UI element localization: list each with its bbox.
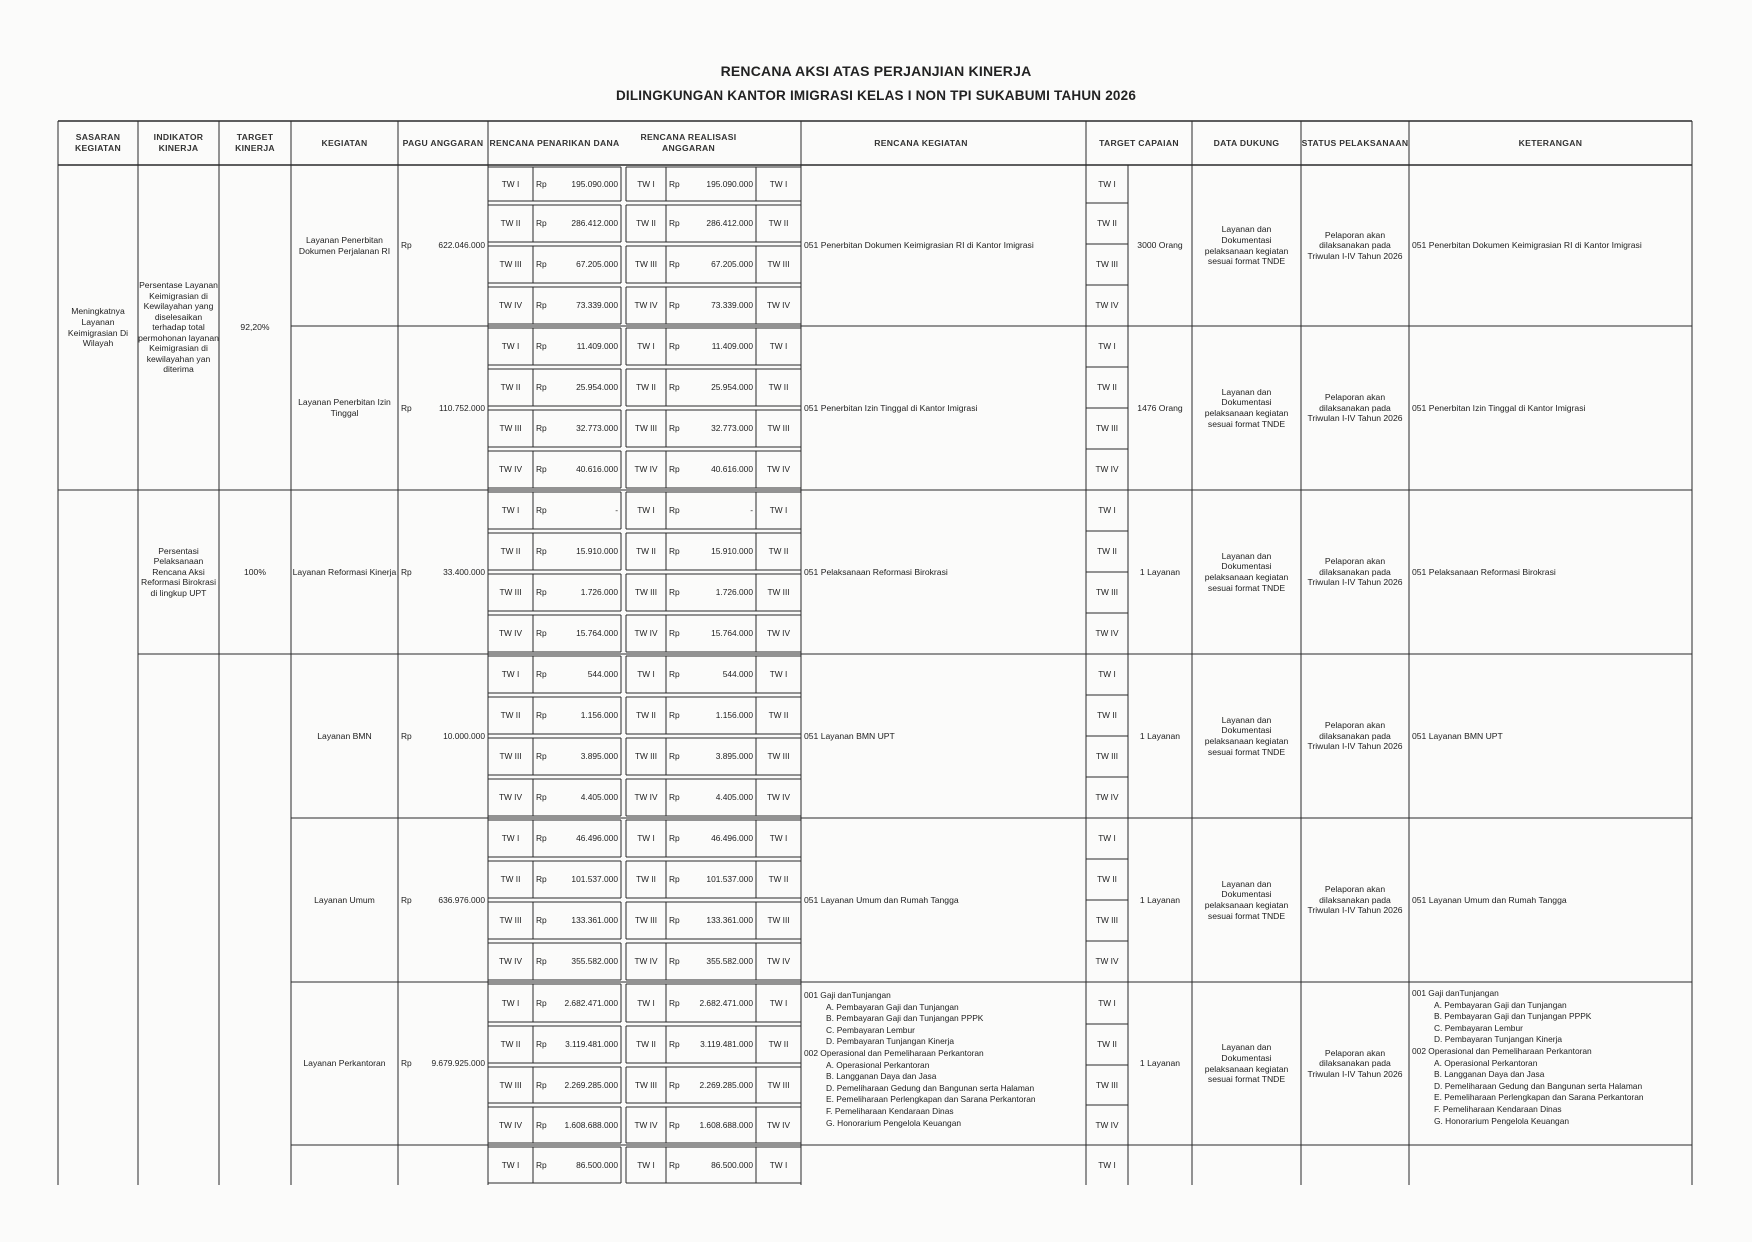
rp-label: Rp bbox=[536, 341, 547, 352]
penarikan-amount: 40.616.000 bbox=[576, 464, 618, 475]
status-text: Pelaporan akan dilaksanakan pada Triwulan I-IV Tahun 2026 bbox=[1307, 556, 1403, 588]
kegiatan-name: Layanan Perkantoran bbox=[303, 1058, 386, 1069]
rp-label: Rp bbox=[669, 505, 680, 516]
target-quarter-label: TW II bbox=[1097, 710, 1117, 721]
penarikan-amount: 2.682.471.000 bbox=[564, 997, 618, 1008]
penarikan-amount: 67.205.000 bbox=[576, 259, 618, 270]
rp-label: Rp bbox=[669, 751, 680, 762]
rp-label: Rp bbox=[669, 178, 680, 189]
target-quarter-label: TW IV bbox=[1095, 300, 1119, 311]
rp-label: Rp bbox=[669, 464, 680, 475]
kegiatan-name: Layanan Umum bbox=[314, 894, 375, 905]
quarter-label: TW IV bbox=[766, 300, 791, 311]
rencana-kegiatan-text: 051 Pelaksanaan Reformasi Birokrasi bbox=[804, 566, 948, 577]
keterangan-text: 051 Pelaksanaan Reformasi Birokrasi bbox=[1412, 566, 1556, 577]
quarter-label: TW I bbox=[637, 505, 655, 516]
realisasi-amount: 544.000 bbox=[722, 669, 753, 680]
quarter-label: TW III bbox=[634, 587, 658, 598]
pagu-rp-label: Rp bbox=[401, 1058, 412, 1069]
target-quarter-label: TW II bbox=[1097, 874, 1117, 885]
penarikan-amount: 32.773.000 bbox=[576, 423, 618, 434]
rencana-perkantoran-item: D. Pembayaran Tunjangan Kinerja bbox=[826, 1036, 955, 1047]
target-quarter-label: TW II bbox=[1097, 382, 1117, 393]
header-status: STATUS PELAKSANAAN bbox=[1301, 137, 1409, 148]
quarter-label: TW II bbox=[500, 382, 521, 393]
target-quarter-label: TW I bbox=[1098, 997, 1116, 1008]
pagu-rp-label: Rp bbox=[401, 730, 412, 741]
rp-label: Rp bbox=[669, 628, 680, 639]
rencana-perkantoran-item: E. Pemeliharaan Perlengkapan dan Sarana Perkantoran bbox=[826, 1094, 1036, 1105]
pagu-rp-label: Rp bbox=[401, 894, 412, 905]
quarter-label: TW III bbox=[767, 915, 790, 926]
quarter-label: TW III bbox=[499, 259, 522, 270]
rp-label: Rp bbox=[669, 1119, 680, 1130]
penarikan-amount: 3.119.481.000 bbox=[565, 1039, 618, 1050]
target-quarter-label: TW IV bbox=[1095, 956, 1119, 967]
penarikan-amount: 25.954.000 bbox=[576, 382, 618, 393]
quarter-label: TW I bbox=[637, 1159, 655, 1170]
quarter-label: TW I bbox=[637, 833, 655, 844]
header-target-capaian: TARGET CAPAIAN bbox=[1099, 137, 1179, 148]
rp-label: Rp bbox=[669, 874, 680, 885]
rp-label: Rp bbox=[669, 423, 680, 434]
quarter-label: TW IV bbox=[766, 464, 791, 475]
quarter-label: TW III bbox=[634, 423, 658, 434]
realisasi-amount: 286.412.000 bbox=[706, 218, 753, 229]
header-penarikan: RENCANA PENARIKAN DANA bbox=[489, 137, 620, 148]
keterangan-perkantoran-item: E. Pemeliharaan Perlengkapan dan Sarana Perkantoran bbox=[1434, 1092, 1644, 1103]
quarter-label: TW III bbox=[634, 915, 658, 926]
rp-label: Rp bbox=[669, 915, 680, 926]
rp-label: Rp bbox=[536, 464, 547, 475]
quarter-label: TW I bbox=[501, 505, 520, 516]
rp-label: Rp bbox=[669, 792, 680, 803]
realisasi-amount: 3.895.000 bbox=[715, 751, 753, 762]
document-subtitle: DILINGKUNGAN KANTOR IMIGRASI KELAS I NON TPI SUKABUMI TAHUN 2026 bbox=[615, 88, 1137, 103]
rp-label: Rp bbox=[669, 587, 680, 598]
keterangan-perkantoran-item: B. Langganan Daya dan Jasa bbox=[1434, 1069, 1545, 1080]
penarikan-amount: 195.090.000 bbox=[571, 178, 618, 189]
quarter-label: TW IV bbox=[498, 956, 523, 967]
quarter-label: TW III bbox=[499, 587, 522, 598]
pagu-amount: 10.000.000 bbox=[443, 730, 485, 741]
kegiatan-name: Layanan BMN bbox=[317, 730, 372, 741]
rp-label: Rp bbox=[536, 628, 547, 639]
kegiatan-name: Layanan Penerbitan Dokumen Perjalanan RI bbox=[298, 234, 391, 256]
quarter-label: TW III bbox=[767, 587, 790, 598]
keterangan-text: 051 Penerbitan Izin Tinggal di Kantor Imigrasi bbox=[1412, 402, 1586, 413]
keterangan-text: 051 Penerbitan Dokumen Keimigrasian RI di Kantor Imigrasi bbox=[1412, 240, 1642, 251]
target-quarter-label: TW IV bbox=[1095, 1119, 1119, 1130]
status-text: Pelaporan akan dilaksanakan pada Triwulan I-IV Tahun 2026 bbox=[1307, 720, 1403, 752]
rp-label: Rp bbox=[536, 751, 547, 762]
quarter-label: TW I bbox=[501, 833, 520, 844]
target-quarter-label: TW III bbox=[1095, 587, 1119, 598]
target-quarter-label: TW II bbox=[1097, 546, 1117, 557]
rp-label: Rp bbox=[536, 956, 547, 967]
realisasi-amount: 101.537.000 bbox=[706, 874, 753, 885]
data-dukung-text: Layanan dan Dokumentasi pelaksanaan kegiatan sesuai format TNDE bbox=[1204, 1042, 1289, 1085]
pagu-amount: 622.046.000 bbox=[438, 240, 485, 251]
penarikan-amount: 15.764.000 bbox=[576, 628, 618, 639]
rp-label: Rp bbox=[536, 546, 547, 557]
quarter-label: TW I bbox=[769, 1159, 788, 1170]
realisasi-amount: 2.269.285.000 bbox=[699, 1079, 753, 1090]
realisasi-amount: 3.119.481.000 bbox=[700, 1039, 753, 1050]
data-dukung-text: Layanan dan Dokumentasi pelaksanaan kegiatan sesuai format TNDE bbox=[1204, 878, 1289, 921]
realisasi-amount: 25.954.000 bbox=[711, 382, 753, 393]
realisasi-amount: 133.361.000 bbox=[706, 915, 753, 926]
quarter-label: TW I bbox=[769, 997, 788, 1008]
rp-label: Rp bbox=[669, 341, 680, 352]
keterangan-perkantoran-item: A. Pembayaran Gaji dan Tunjangan bbox=[1434, 999, 1567, 1010]
rencana-perkantoran-item: 002 Operasional dan Pemeliharaan Perkantoran bbox=[804, 1048, 984, 1058]
rp-label: Rp bbox=[536, 1039, 547, 1050]
rp-label: Rp bbox=[669, 218, 680, 229]
penarikan-amount: 46.496.000 bbox=[576, 833, 618, 844]
target-quarter-label: TW I bbox=[1098, 1159, 1116, 1170]
quarter-label: TW IV bbox=[766, 792, 791, 803]
penarikan-amount: 11.409.000 bbox=[576, 341, 618, 352]
keterangan-text: 051 Layanan Umum dan Rumah Tangga bbox=[1412, 894, 1567, 905]
quarter-label: TW IV bbox=[634, 628, 658, 639]
realisasi-amount: 15.910.000 bbox=[711, 546, 753, 557]
penarikan-amount: 355.582.000 bbox=[571, 956, 618, 967]
target-quarter-label: TW III bbox=[1095, 259, 1119, 270]
quarter-label: TW III bbox=[634, 1079, 658, 1090]
target-quarter-label: TW III bbox=[1095, 751, 1119, 762]
quarter-label: TW III bbox=[499, 915, 522, 926]
keterangan-perkantoran-item: A. Operasional Perkantoran bbox=[1434, 1057, 1538, 1068]
quarter-label: TW I bbox=[769, 833, 788, 844]
rp-label: Rp bbox=[669, 546, 680, 557]
quarter-label: TW I bbox=[769, 341, 788, 352]
quarter-label: TW III bbox=[499, 751, 522, 762]
quarter-label: TW III bbox=[767, 1079, 790, 1090]
realisasi-amount: 86.500.000 bbox=[711, 1159, 753, 1170]
penarikan-amount: 2.269.285.000 bbox=[564, 1079, 618, 1090]
quarter-label: TW II bbox=[768, 546, 789, 557]
keterangan-perkantoran-item: C. Pembayaran Lembur bbox=[1434, 1022, 1523, 1033]
rp-label: Rp bbox=[536, 423, 547, 434]
target-quarter-label: TW I bbox=[1098, 669, 1116, 680]
target-kinerja-cell: 100% bbox=[244, 566, 266, 577]
rp-label: Rp bbox=[536, 915, 547, 926]
rp-label: Rp bbox=[536, 382, 547, 393]
rp-label: Rp bbox=[669, 669, 680, 680]
header-kegiatan: KEGIATAN bbox=[321, 137, 368, 148]
target-quarter-label: TW I bbox=[1098, 505, 1116, 516]
keterangan-perkantoran-item: D. Pembayaran Tunjangan Kinerja bbox=[1434, 1034, 1563, 1045]
quarter-label: TW II bbox=[768, 1039, 789, 1050]
quarter-label: TW IV bbox=[498, 1119, 523, 1130]
quarter-label: TW IV bbox=[634, 792, 658, 803]
quarter-label: TW I bbox=[769, 669, 788, 680]
rencana-kegiatan-text: 051 Penerbitan Izin Tinggal di Kantor Imigrasi bbox=[804, 402, 978, 413]
quarter-label: TW I bbox=[637, 341, 655, 352]
pagu-amount: 110.752.000 bbox=[439, 402, 485, 413]
quarter-label: TW I bbox=[769, 178, 788, 189]
rp-label: Rp bbox=[536, 792, 547, 803]
quarter-label: TW IV bbox=[634, 300, 658, 311]
rp-label: Rp bbox=[536, 669, 547, 680]
quarter-label: TW II bbox=[768, 218, 789, 229]
data-dukung-text: Layanan dan Dokumentasi pelaksanaan kegiatan sesuai format TNDE bbox=[1204, 386, 1289, 429]
quarter-label: TW III bbox=[634, 259, 658, 270]
rp-label: Rp bbox=[536, 710, 547, 721]
status-text: Pelaporan akan dilaksanakan pada Triwulan I-IV Tahun 2026 bbox=[1307, 229, 1403, 261]
target-quarter-label: TW II bbox=[1097, 1039, 1117, 1050]
quarter-label: TW IV bbox=[498, 628, 523, 639]
rp-label: Rp bbox=[536, 300, 547, 311]
rencana-kegiatan-text: 051 Layanan Umum dan Rumah Tangga bbox=[804, 894, 959, 905]
target-quarter-label: TW III bbox=[1095, 1079, 1119, 1090]
target-quarter-label: TW I bbox=[1098, 833, 1116, 844]
quarter-label: TW II bbox=[768, 874, 789, 885]
rencana-perkantoran-item: F. Pemeliharaan Kendaraan Dinas bbox=[826, 1106, 954, 1116]
rencana-perkantoran-item: G. Honorarium Pengelola Keuangan bbox=[826, 1117, 962, 1128]
quarter-label: TW IV bbox=[498, 300, 523, 311]
target-quarter-label: TW IV bbox=[1095, 792, 1119, 803]
penarikan-amount: 1.156.000 bbox=[580, 710, 618, 721]
header-keterangan: KETERANGAN bbox=[1518, 137, 1583, 148]
rp-label: Rp bbox=[536, 874, 547, 885]
target-quarter-label: TW I bbox=[1098, 341, 1116, 352]
quarter-label: TW III bbox=[499, 423, 522, 434]
rencana-perkantoran-item: A. Pembayaran Gaji dan Tunjangan bbox=[826, 1001, 959, 1012]
rp-label: Rp bbox=[669, 956, 680, 967]
quarter-label: TW II bbox=[768, 382, 789, 393]
header-data-dukung: DATA DUKUNG bbox=[1213, 137, 1280, 148]
quarter-label: TW IV bbox=[634, 956, 658, 967]
rp-label: Rp bbox=[536, 259, 547, 270]
pagu-amount: 33.400.000 bbox=[443, 566, 485, 577]
target-capaian-value: 1 Layanan bbox=[1139, 1058, 1181, 1069]
realisasi-amount: 67.205.000 bbox=[711, 259, 753, 270]
quarter-label: TW IV bbox=[634, 1119, 658, 1130]
pagu-amount: 636.976.000 bbox=[438, 894, 485, 905]
rencana-perkantoran-item: D. Pemeliharaan Gedung dan Bangunan serta Halaman bbox=[826, 1082, 1035, 1093]
target-kinerja-cell: 92,20% bbox=[240, 322, 270, 333]
realisasi-amount: 2.682.471.000 bbox=[699, 997, 753, 1008]
realisasi-amount: 32.773.000 bbox=[711, 423, 753, 434]
keterangan-perkantoran-item: D. Pemeliharaan Gedung dan Bangunan serta Halaman bbox=[1434, 1080, 1643, 1091]
quarter-label: TW II bbox=[636, 382, 656, 393]
quarter-label: TW I bbox=[501, 1159, 520, 1170]
quarter-label: TW III bbox=[634, 751, 658, 762]
quarter-label: TW II bbox=[636, 874, 656, 885]
realisasi-amount: 46.496.000 bbox=[711, 833, 753, 844]
penarikan-amount: 15.910.000 bbox=[576, 546, 618, 557]
keterangan-perkantoran-item: F. Pemeliharaan Kendaraan Dinas bbox=[1434, 1104, 1562, 1114]
rencana-perkantoran-item: C. Pembayaran Lembur bbox=[826, 1024, 915, 1035]
rencana-perkantoran-item: B. Langganan Daya dan Jasa bbox=[826, 1071, 937, 1082]
status-text: Pelaporan akan dilaksanakan pada Triwulan I-IV Tahun 2026 bbox=[1307, 392, 1403, 424]
header-rencana-kegiatan: RENCANA KEGIATAN bbox=[874, 137, 968, 148]
quarter-label: TW IV bbox=[498, 792, 523, 803]
penarikan-amount: 4.405.000 bbox=[580, 792, 618, 803]
keterangan-perkantoran-item: 002 Operasional dan Pemeliharaan Perkantoran bbox=[1412, 1046, 1592, 1056]
rp-label: Rp bbox=[536, 178, 547, 189]
rp-label: Rp bbox=[669, 1159, 680, 1170]
header-pagu: PAGU ANGGARAN bbox=[402, 137, 484, 148]
target-capaian-value: 1476 Orang bbox=[1137, 402, 1183, 413]
penarikan-amount: 73.339.000 bbox=[576, 300, 618, 311]
realisasi-amount: 355.582.000 bbox=[706, 956, 753, 967]
target-quarter-label: TW IV bbox=[1095, 628, 1119, 639]
quarter-label: TW III bbox=[767, 259, 790, 270]
kegiatan-name: Layanan Penerbitan Izin Tinggal bbox=[298, 397, 391, 418]
quarter-label: TW I bbox=[501, 178, 520, 189]
keterangan-perkantoran-item: 001 Gaji danTunjangan bbox=[1412, 988, 1499, 998]
pagu-rp-label: Rp bbox=[401, 240, 412, 251]
realisasi-amount: 40.616.000 bbox=[711, 464, 753, 475]
rencana-perkantoran-item: B. Pembayaran Gaji dan Tunjangan PPPK bbox=[826, 1013, 984, 1024]
target-quarter-label: TW I bbox=[1098, 178, 1116, 189]
rp-label: Rp bbox=[669, 300, 680, 311]
target-capaian-value: 1 Layanan bbox=[1139, 894, 1181, 905]
quarter-label: TW III bbox=[767, 751, 790, 762]
data-dukung-text: Layanan dan Dokumentasi pelaksanaan kegiatan sesuai format TNDE bbox=[1204, 224, 1289, 267]
status-text: Pelaporan akan dilaksanakan pada Triwulan I-IV Tahun 2026 bbox=[1307, 1047, 1403, 1079]
target-capaian-value: 1 Layanan bbox=[1139, 730, 1181, 741]
quarter-label: TW I bbox=[501, 341, 520, 352]
document-title: RENCANA AKSI ATAS PERJANJIAN KINERJA bbox=[720, 63, 1032, 79]
penarikan-amount: 1.726.000 bbox=[580, 587, 618, 598]
rencana-perkantoran-item: 001 Gaji danTunjangan bbox=[804, 990, 891, 1000]
quarter-label: TW IV bbox=[766, 628, 791, 639]
rp-label: Rp bbox=[669, 710, 680, 721]
rp-label: Rp bbox=[669, 997, 680, 1008]
rencana-kegiatan-text: 051 Penerbitan Dokumen Keimigrasian RI di Kantor Imigrasi bbox=[804, 240, 1034, 251]
quarter-label: TW I bbox=[501, 997, 520, 1008]
realisasi-amount: 1.726.000 bbox=[715, 587, 753, 598]
rp-label: Rp bbox=[669, 382, 680, 393]
penarikan-amount: - bbox=[615, 505, 618, 516]
target-quarter-label: TW II bbox=[1097, 218, 1117, 229]
keterangan-perkantoran-item: G. Honorarium Pengelola Keuangan bbox=[1434, 1115, 1570, 1126]
data-dukung-text: Layanan dan Dokumentasi pelaksanaan kegiatan sesuai format TNDE bbox=[1204, 714, 1289, 757]
quarter-label: TW I bbox=[769, 505, 788, 516]
pagu-amount: 9.679.925.000 bbox=[431, 1058, 485, 1069]
quarter-label: TW II bbox=[636, 218, 656, 229]
indikator-cell: Persentase Layanan Keimigrasian di Kewilayahan yang diselesaikan terhadap total permohonan layanan Keimigrasian di kewilayahan yan diterima bbox=[138, 279, 219, 375]
rp-label: Rp bbox=[536, 833, 547, 844]
quarter-label: TW II bbox=[768, 710, 789, 721]
pagu-rp-label: Rp bbox=[401, 402, 412, 413]
header-target-kinerja: TARGET KINERJA bbox=[235, 132, 275, 153]
quarter-label: TW II bbox=[500, 218, 521, 229]
target-capaian-value: 3000 Orang bbox=[1137, 240, 1183, 251]
rp-label: Rp bbox=[536, 218, 547, 229]
penarikan-amount: 544.000 bbox=[587, 669, 618, 680]
quarter-label: TW I bbox=[637, 669, 655, 680]
kegiatan-name: Layanan Reformasi Kinerja bbox=[292, 566, 397, 577]
rp-label: Rp bbox=[536, 1159, 547, 1170]
rp-label: Rp bbox=[669, 833, 680, 844]
quarter-label: TW III bbox=[499, 1079, 522, 1090]
realisasi-amount: 73.339.000 bbox=[711, 300, 753, 311]
quarter-label: TW IV bbox=[766, 956, 791, 967]
target-quarter-label: TW III bbox=[1095, 423, 1119, 434]
keterangan-text: 051 Layanan BMN UPT bbox=[1412, 730, 1503, 741]
quarter-label: TW IV bbox=[766, 1119, 791, 1130]
rencana-kegiatan-text: 051 Layanan BMN UPT bbox=[804, 730, 895, 741]
quarter-label: TW II bbox=[500, 546, 521, 557]
indikator-cell: Persentasi Pelaksanaan Rencana Aksi Reformasi Birokrasi di lingkup UPT bbox=[141, 545, 216, 598]
quarter-label: TW I bbox=[637, 997, 655, 1008]
quarter-label: TW IV bbox=[634, 464, 658, 475]
keterangan-perkantoran-item: B. Pembayaran Gaji dan Tunjangan PPPK bbox=[1434, 1011, 1592, 1022]
data-dukung-text: Layanan dan Dokumentasi pelaksanaan kegiatan sesuai format TNDE bbox=[1204, 550, 1289, 593]
penarikan-amount: 86.500.000 bbox=[576, 1159, 618, 1170]
realisasi-amount: 11.409.000 bbox=[711, 341, 753, 352]
quarter-label: TW II bbox=[500, 710, 521, 721]
quarter-label: TW II bbox=[500, 874, 521, 885]
rp-label: Rp bbox=[536, 997, 547, 1008]
penarikan-amount: 101.537.000 bbox=[571, 874, 618, 885]
quarter-label: TW III bbox=[767, 423, 790, 434]
rp-label: Rp bbox=[669, 259, 680, 270]
sasaran-cell: Meningkatnya Layanan Keimigrasian Di Wilayah bbox=[67, 306, 129, 349]
pagu-rp-label: Rp bbox=[401, 566, 412, 577]
target-quarter-label: TW III bbox=[1095, 915, 1119, 926]
realisasi-amount: 4.405.000 bbox=[715, 792, 753, 803]
rencana-perkantoran-item: A. Operasional Perkantoran bbox=[826, 1059, 930, 1070]
rp-label: Rp bbox=[669, 1039, 680, 1050]
status-text: Pelaporan akan dilaksanakan pada Triwulan I-IV Tahun 2026 bbox=[1307, 884, 1403, 916]
realisasi-amount: 195.090.000 bbox=[706, 178, 753, 189]
quarter-label: TW I bbox=[637, 178, 655, 189]
quarter-label: TW I bbox=[501, 669, 520, 680]
header-indikator: INDIKATOR KINERJA bbox=[153, 132, 204, 153]
rp-label: Rp bbox=[536, 1079, 547, 1090]
rp-label: Rp bbox=[536, 505, 547, 516]
rp-label: Rp bbox=[536, 1119, 547, 1130]
realisasi-amount: - bbox=[750, 505, 753, 516]
quarter-label: TW II bbox=[636, 710, 656, 721]
quarter-label: TW II bbox=[636, 546, 656, 557]
realisasi-amount: 1.156.000 bbox=[715, 710, 753, 721]
penarikan-amount: 3.895.000 bbox=[580, 751, 618, 762]
quarter-label: TW II bbox=[500, 1039, 521, 1050]
target-quarter-label: TW IV bbox=[1095, 464, 1119, 475]
quarter-label: TW IV bbox=[498, 464, 523, 475]
realisasi-amount: 15.764.000 bbox=[711, 628, 753, 639]
penarikan-amount: 1.608.688.000 bbox=[564, 1119, 618, 1130]
rp-label: Rp bbox=[669, 1079, 680, 1090]
header-realisasi: RENCANA REALISASI ANGGARAN bbox=[640, 132, 737, 153]
rp-label: Rp bbox=[536, 587, 547, 598]
penarikan-amount: 133.361.000 bbox=[571, 915, 618, 926]
realisasi-amount: 1.608.688.000 bbox=[699, 1119, 753, 1130]
penarikan-amount: 286.412.000 bbox=[571, 218, 618, 229]
quarter-label: TW II bbox=[636, 1039, 656, 1050]
header-sasaran: SASARAN KEGIATAN bbox=[74, 132, 121, 153]
target-capaian-value: 1 Layanan bbox=[1139, 566, 1181, 577]
